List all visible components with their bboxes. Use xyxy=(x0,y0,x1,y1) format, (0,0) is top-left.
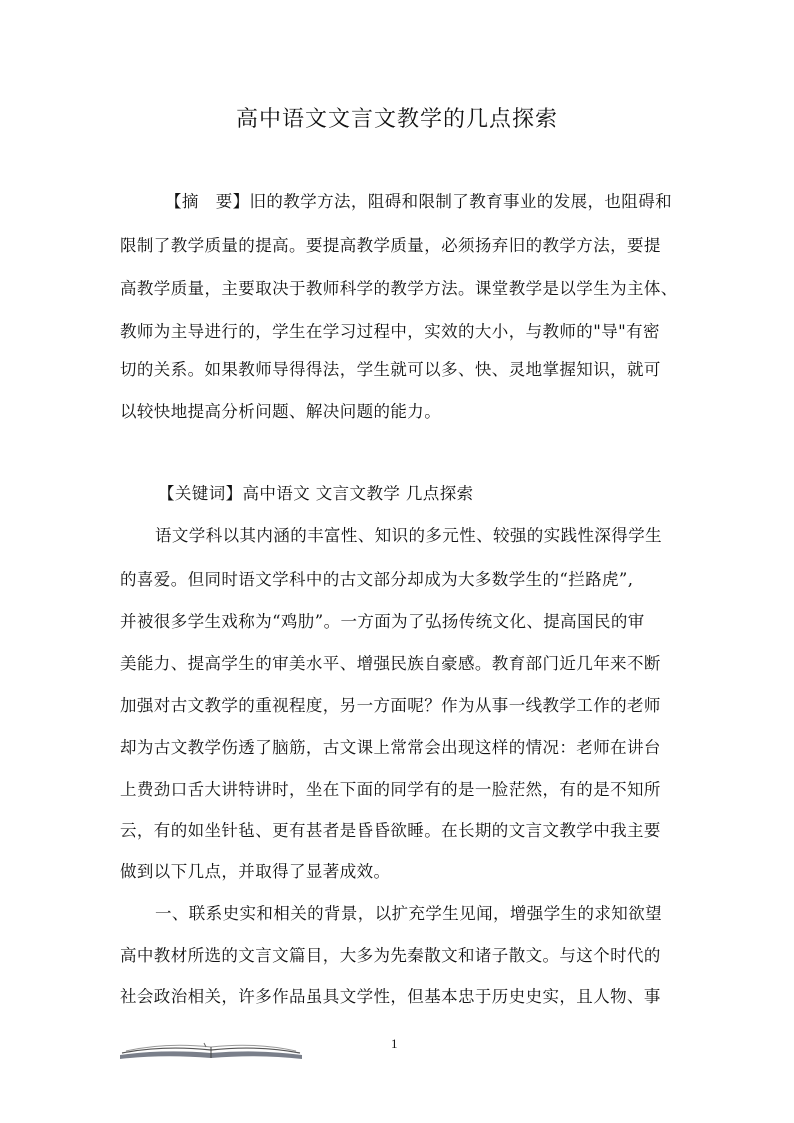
body-line: 做到以下几点，并取得了显著成效。 xyxy=(120,862,391,881)
abstract-line: 教师为主导进行的，学生在学习过程中，实效的大小，与教师的"导"有密 xyxy=(120,322,660,341)
body-line: 却为古文教学伤透了脑筋，古文课上常常会出现这样的情况：老师在讲台 xyxy=(120,738,661,757)
body-line: 云，有的如坐针毡、更有甚者是昏昏欲睡。在长期的文言文教学中我主要 xyxy=(120,821,661,840)
keywords-line: 【关键词】高中语文 文言文教学 几点探索 xyxy=(158,484,474,503)
body-line: 的喜爱。但同时语文学科中的古文部分却成为大多数学生的“拦路虎”, xyxy=(120,570,634,589)
abstract-line: 高教学质量，主要取决于教师科学的教学方法。课堂教学是以学生为主体、 xyxy=(120,279,678,298)
abstract-line: 【摘 要】旧的教学方法，阻碍和限制了教育事业的发展，也阻碍和 xyxy=(165,192,672,211)
body-line: 一、联系史实和相关的背景，以扩充学生见闻，增强学生的求知欲望 xyxy=(155,904,662,923)
page-number: 1 xyxy=(391,1036,398,1051)
body-line: 并被很多学生戏称为“鸡肋”。一方面为了弘扬传统文化、提高国民的审 xyxy=(120,612,645,631)
open-book-icon xyxy=(118,1033,304,1063)
abstract-line: 限制了教学质量的提高。要提高教学质量，必须扬弃旧的教学方法，要提 xyxy=(120,236,661,255)
abstract-line: 切的关系。如果教师导得得法，学生就可以多、快、灵地掌握知识，就可 xyxy=(120,360,661,379)
document-title: 高中语文文言文教学的几点探索 xyxy=(235,107,558,132)
body-line: 美能力、提高学生的审美水平、增强民族自豪感。教育部门近几年来不断 xyxy=(120,654,661,673)
abstract-line: 以较快地提高分析问题、解决问题的能力。 xyxy=(120,402,442,421)
body-line: 高中教材所选的文言文篇目，大多为先秦散文和诸子散文。与这个时代的 xyxy=(120,946,661,965)
body-line: 社会政治相关，许多作品虽具文学性，但基本忠于历史史实，且人物、事 xyxy=(120,987,661,1006)
body-line: 上费劲口舌大讲特讲时，坐在下面的同学有的是一脸茫然，有的是不知所 xyxy=(120,780,661,799)
body-line: 加强对古文教学的重视程度，另一方面呢？作为从事一线教学工作的老师 xyxy=(120,696,661,715)
body-line: 语文学科以其内涵的丰富性、知识的多元性、较强的实践性深得学生 xyxy=(155,526,662,545)
